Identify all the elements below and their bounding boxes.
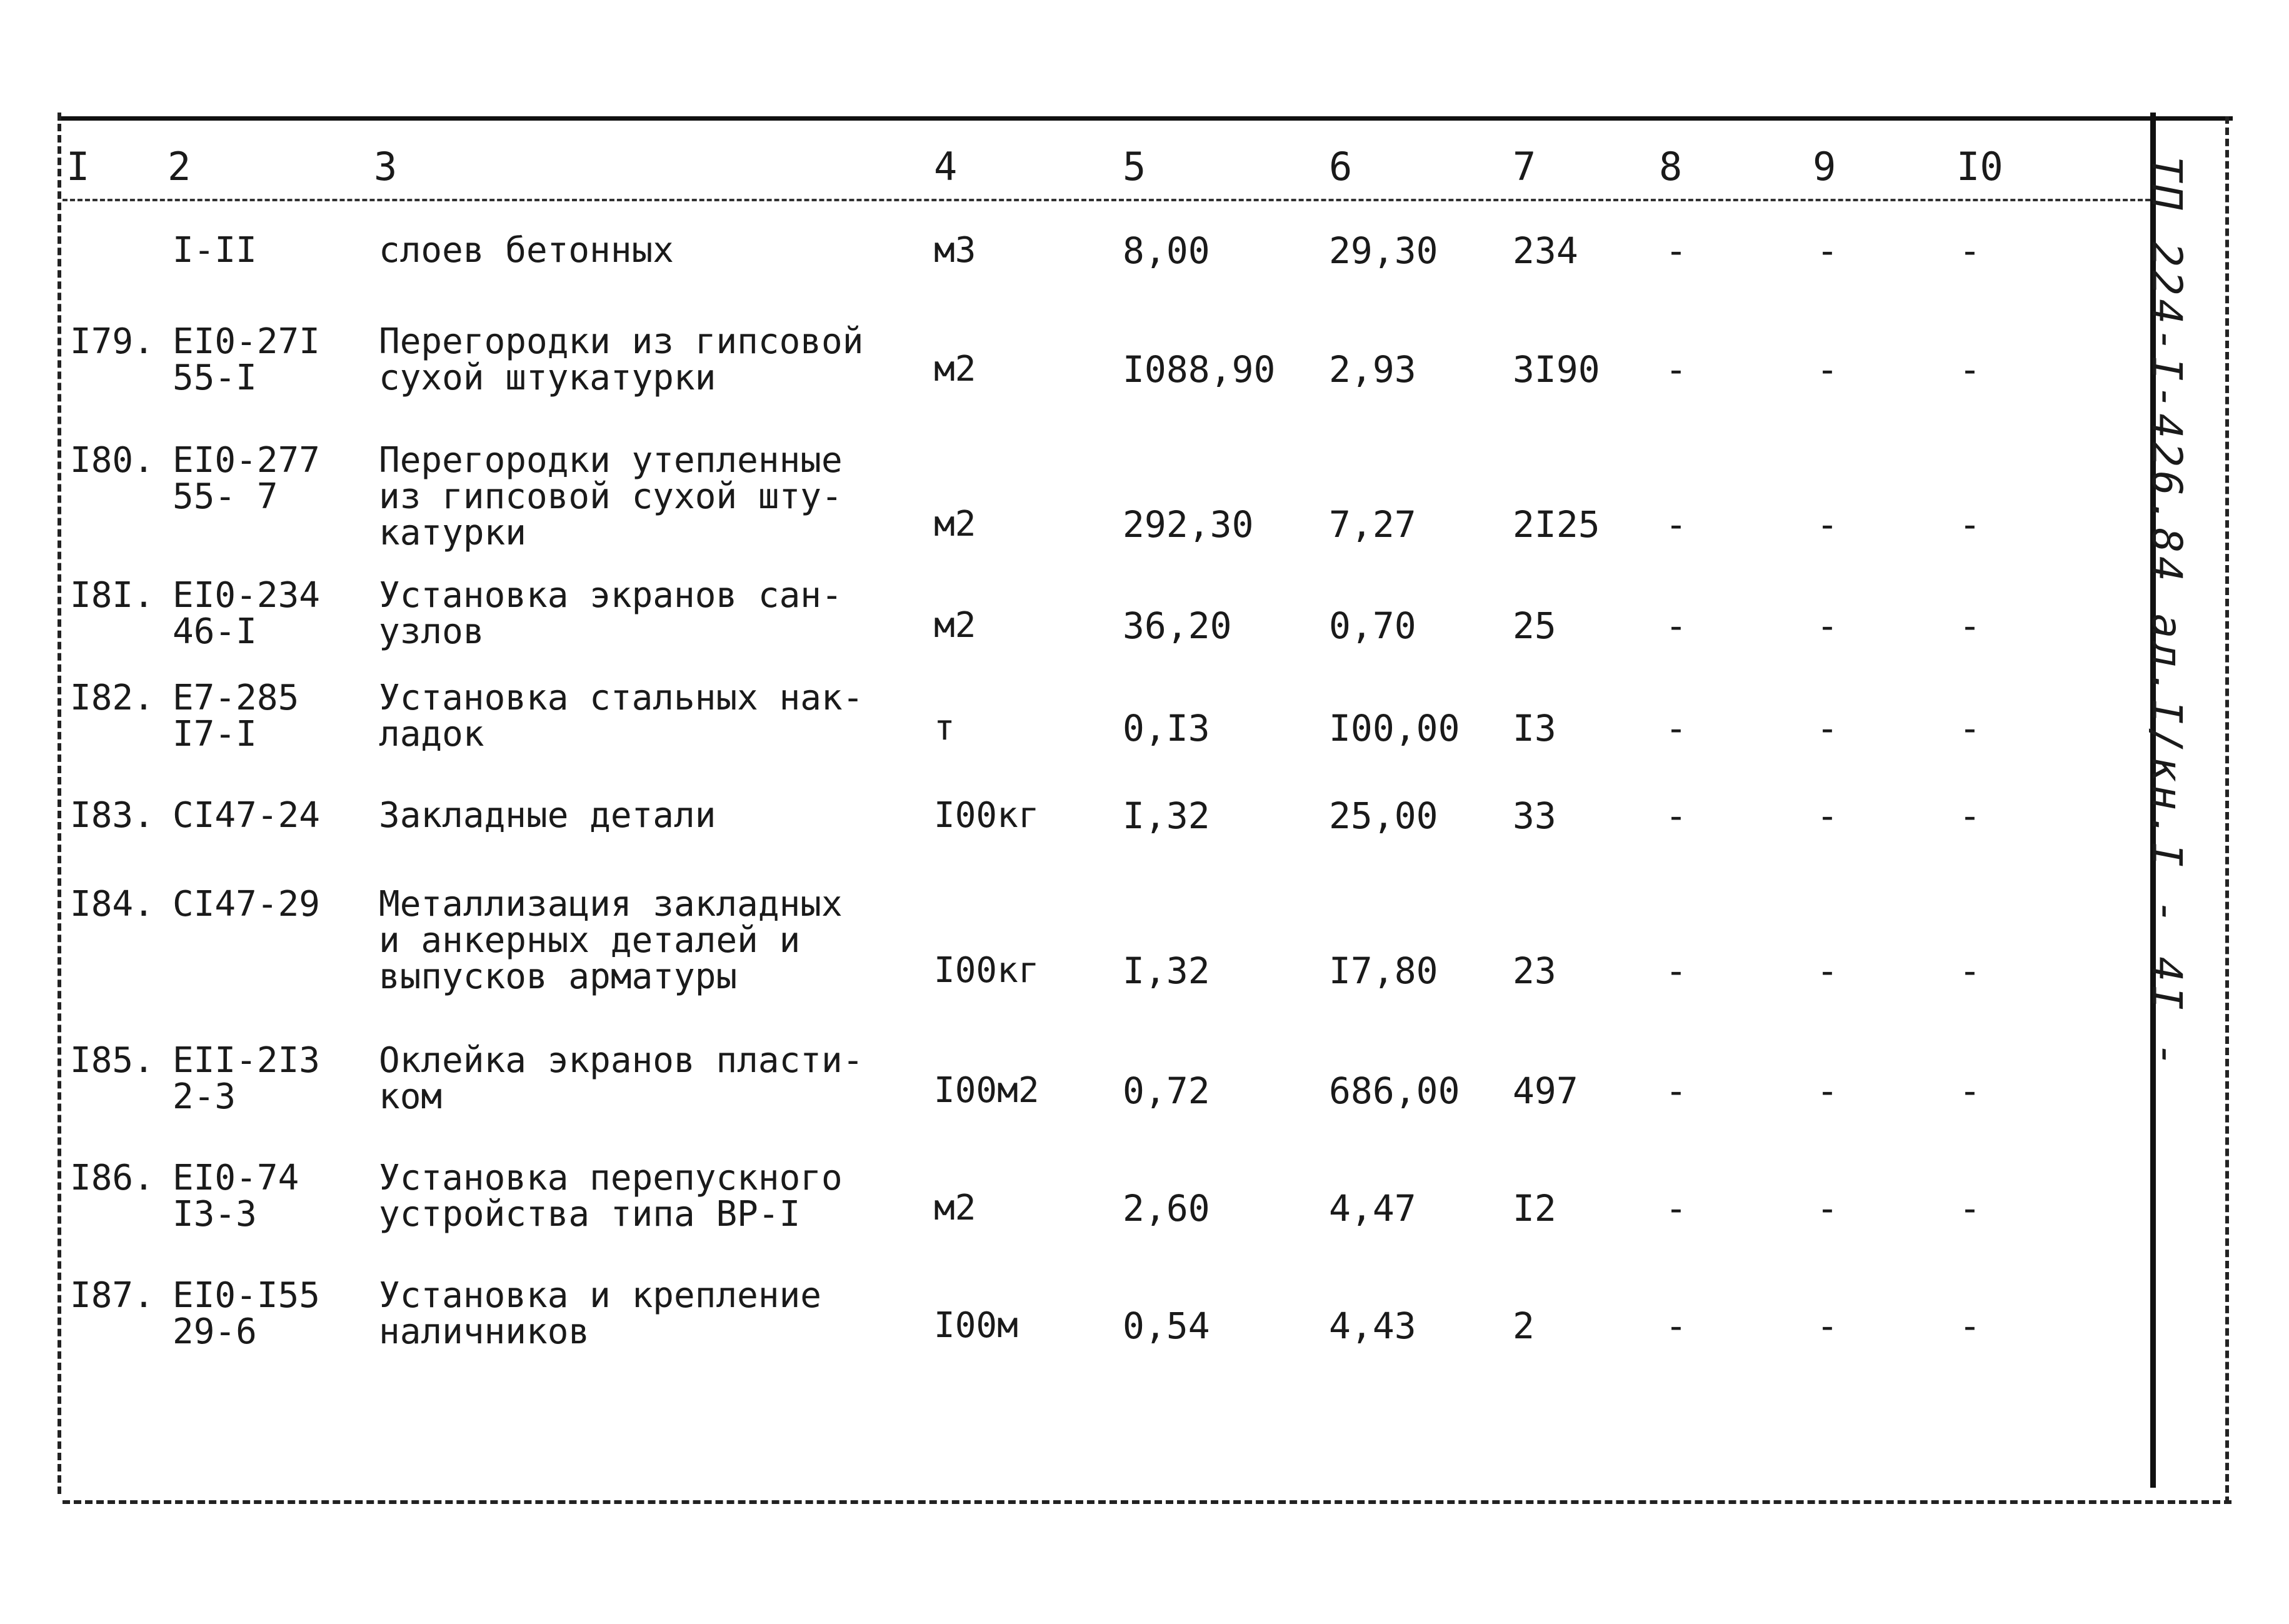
row-price: 7,27: [1329, 503, 1416, 546]
row-total: 2: [1513, 1305, 1535, 1347]
row-quantity: 0,I3: [1123, 707, 1210, 749]
row-name: слоев бетонных: [379, 230, 674, 271]
row-col10: -: [1959, 707, 1981, 749]
row-number: I83.: [70, 795, 154, 836]
header-rule: [63, 199, 2150, 201]
row-number: I80.: [70, 440, 154, 481]
row-col9: -: [1816, 348, 1838, 391]
row-number: I86.: [70, 1158, 154, 1198]
row-unit: I00кг: [934, 950, 1039, 991]
row-unit: м2: [934, 605, 976, 646]
row-code: EI0-277 55- 7: [173, 440, 321, 517]
header-col-10: I0: [1956, 144, 2003, 189]
row-total: 234: [1513, 229, 1578, 272]
row-col8: -: [1665, 1187, 1687, 1230]
row-price: 4,47: [1329, 1187, 1416, 1230]
row-col10: -: [1959, 1070, 1981, 1112]
row-price: I7,80: [1329, 950, 1438, 992]
row-quantity: 292,30: [1123, 503, 1254, 546]
row-col8: -: [1665, 1070, 1687, 1112]
row-number: I85.: [70, 1040, 154, 1081]
row-col9: -: [1816, 707, 1838, 749]
row-col9: -: [1816, 1187, 1838, 1230]
row-col9: -: [1816, 794, 1838, 837]
header-col-9: 9: [1813, 144, 1836, 189]
row-unit: I00кг: [934, 795, 1039, 836]
row-unit: т: [934, 708, 955, 748]
row-code: I-II: [173, 230, 257, 271]
row-total: 33: [1513, 794, 1556, 837]
frame-right-border: [2225, 116, 2229, 1504]
row-col10: -: [1959, 503, 1981, 546]
row-price: 0,70: [1329, 604, 1416, 647]
row-col10: -: [1959, 229, 1981, 272]
row-total: I2: [1513, 1187, 1556, 1230]
row-code: EI0-27I 55-I: [173, 321, 321, 398]
row-quantity: 36,20: [1123, 604, 1232, 647]
header-col-3: 3: [374, 144, 398, 189]
row-col9: -: [1816, 1070, 1838, 1112]
row-code: EI0-74 I3-3: [173, 1158, 299, 1235]
row-number: I84.: [70, 884, 154, 925]
row-col8: -: [1665, 707, 1687, 749]
row-col8: -: [1665, 794, 1687, 837]
header-col-8: 8: [1659, 144, 1683, 189]
row-name: Закладные детали: [379, 795, 716, 836]
frame-left-border: [58, 113, 61, 1494]
row-col8: -: [1665, 503, 1687, 546]
row-col9: -: [1816, 229, 1838, 272]
row-code: CI47-24: [173, 795, 321, 836]
row-total: 3I90: [1513, 348, 1600, 391]
row-total: 2I25: [1513, 503, 1600, 546]
row-code: EI0-I55 29-6: [173, 1275, 321, 1352]
row-price: 4,43: [1329, 1305, 1416, 1347]
row-quantity: I,32: [1123, 950, 1210, 992]
row-name: Оклейка экранов пласти- ком: [379, 1040, 864, 1117]
row-col9: -: [1816, 503, 1838, 546]
row-col9: -: [1816, 950, 1838, 992]
row-price: 29,30: [1329, 229, 1438, 272]
frame-bottom-border: [63, 1500, 2231, 1504]
row-unit: м2: [934, 349, 976, 389]
row-quantity: 2,60: [1123, 1187, 1210, 1230]
row-name: Установка перепускного устройства типа ВР-I: [379, 1158, 843, 1235]
header-col-4: 4: [934, 144, 958, 189]
row-quantity: I,32: [1123, 794, 1210, 837]
row-col10: -: [1959, 1187, 1981, 1230]
frame-top-border: [58, 116, 2233, 121]
header-col-7: 7: [1513, 144, 1536, 189]
row-total: I3: [1513, 707, 1556, 749]
row-col9: -: [1816, 604, 1838, 647]
row-code: EII-2I3 2-3: [173, 1040, 321, 1117]
row-total: 25: [1513, 604, 1556, 647]
row-name: Металлизация закладных и анкерных деталей и выпусков арматуры: [379, 884, 843, 997]
row-name: Перегородки из гипсовой сухой штукатурки: [379, 321, 864, 398]
row-unit: I00м2: [934, 1070, 1039, 1111]
row-name: Установка и крепление наличников: [379, 1275, 822, 1352]
row-code: E7-285 I7-I: [173, 678, 299, 754]
row-unit: I00м: [934, 1305, 1018, 1346]
row-name: Установка экранов сан- узлов: [379, 575, 843, 652]
row-code: CI47-29: [173, 884, 321, 925]
row-col8: -: [1665, 1305, 1687, 1347]
header-col-1: I: [66, 144, 90, 189]
row-col10: -: [1959, 604, 1981, 647]
row-col10: -: [1959, 950, 1981, 992]
header-col-5: 5: [1123, 144, 1146, 189]
row-name: Перегородки утепленные из гипсовой сухой шту- катурки: [379, 440, 843, 553]
row-unit: м3: [934, 230, 976, 271]
row-code: EI0-234 46-I: [173, 575, 321, 652]
row-quantity: 0,72: [1123, 1070, 1210, 1112]
row-number: I8I.: [70, 575, 154, 616]
header-col-6: 6: [1329, 144, 1353, 189]
row-price: 2,93: [1329, 348, 1416, 391]
row-total: 23: [1513, 950, 1556, 992]
row-col8: -: [1665, 229, 1687, 272]
row-price: 25,00: [1329, 794, 1438, 837]
row-col8: -: [1665, 604, 1687, 647]
row-col10: -: [1959, 348, 1981, 391]
row-quantity: I088,90: [1123, 348, 1276, 391]
row-quantity: 0,54: [1123, 1305, 1210, 1347]
header-col-2: 2: [168, 144, 191, 189]
row-col10: -: [1959, 794, 1981, 837]
document-stamp: ТП 224-I-426.84 ал.I/кн.I - 4I -: [2143, 156, 2191, 1071]
row-col10: -: [1959, 1305, 1981, 1347]
row-col9: -: [1816, 1305, 1838, 1347]
row-price: 686,00: [1329, 1070, 1460, 1112]
row-col8: -: [1665, 348, 1687, 391]
row-col8: -: [1665, 950, 1687, 992]
row-quantity: 8,00: [1123, 229, 1210, 272]
row-number: I82.: [70, 678, 154, 718]
row-price: I00,00: [1329, 707, 1460, 749]
row-total: 497: [1513, 1070, 1578, 1112]
row-unit: м2: [934, 504, 976, 544]
row-number: I79.: [70, 321, 154, 362]
row-unit: м2: [934, 1188, 976, 1228]
row-name: Установка стальных нак- ладок: [379, 678, 864, 754]
row-number: I87.: [70, 1275, 154, 1316]
